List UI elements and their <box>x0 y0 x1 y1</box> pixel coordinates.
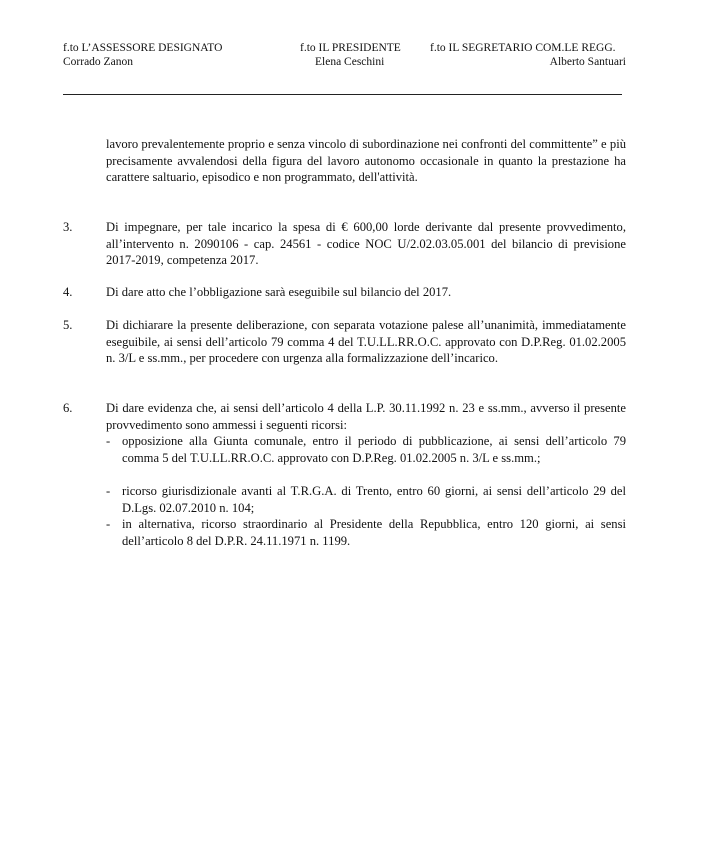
presidente-title: f.to IL PRESIDENTE <box>300 42 401 54</box>
assessore-name: Corrado Zanon <box>63 56 133 68</box>
continuation-paragraph: lavoro prevalentemente proprio e senza vincolo di subordinazione nei confronti del committente” e più precisamente avvalendosi della figura del lavoro autonomo occasionale in quanto la prestazione ha carattere saltuario, episodico e non programmato, dell'attività. <box>106 137 626 185</box>
bullet-dash: - <box>106 517 111 531</box>
item-number: 5. <box>63 318 73 332</box>
item-text: Di dichiarare la presente deliberazione, con separata votazione palese all’unanimità, immediatamente eseguibile, ai sensi dell’articolo 79 comma 4 del T.U.LL.RR.O.C. approvato con D.P.Reg. 01.02.2005 n. 3/L e ss.mm., per procedere con urgenza alla formalizzazione dell’incarico. <box>106 318 626 366</box>
item-text: Di impegnare, per tale incarico la spesa di € 600,00 lorde derivante dal presente provvedimento, all’intervento n. 2090106 - cap. 24561 - codice NOC U/2.02.03.05.001 del bilancio di previsione 2017-2019, competenza 2017. <box>106 220 626 268</box>
ricorso-text: opposizione alla Giunta comunale, entro il periodo di pubblicazione, ai sensi dell’articolo 79 comma 5 del T.U.LL.RR.O.C. approvato con D.P.Reg. 01.02.2005 n. 3/L e ss.mm.; <box>122 434 626 465</box>
bullet-dash: - <box>106 434 111 448</box>
assessore-title: f.to L’ASSESSORE DESIGNATO <box>63 42 223 54</box>
segretario-title: f.to IL SEGRETARIO COM.LE REGG. <box>430 42 616 54</box>
bullet-dash: - <box>106 484 111 498</box>
segretario-name: Alberto Santuari <box>549 56 626 68</box>
item-text: Di dare evidenza che, ai sensi dell’articolo 4 della L.P. 30.11.1992 n. 23 e ss.mm., avverso il presente provvedimento sono ammessi i seguenti ricorsi: <box>106 401 626 432</box>
item-number: 4. <box>63 285 73 299</box>
presidente-name: Elena Ceschini <box>315 56 385 68</box>
item-number: 3. <box>63 220 73 234</box>
ricorso-text: ricorso giurisdizionale avanti al T.R.G.A. di Trento, entro 60 giorni, ai sensi dell’articolo 29 del D.Lgs. 02.07.2010 n. 104; <box>122 484 626 515</box>
item-text: Di dare atto che l’obbligazione sarà eseguibile sul bilancio del 2017. <box>106 285 452 299</box>
item-number: 6. <box>63 401 73 415</box>
ricorso-text: in alternativa, ricorso straordinario al Presidente della Repubblica, entro 120 giorni, ai sensi dell’articolo 8 del D.P.R. 24.11.1971 n. 1199. <box>122 517 626 548</box>
horizontal-divider <box>63 94 622 95</box>
